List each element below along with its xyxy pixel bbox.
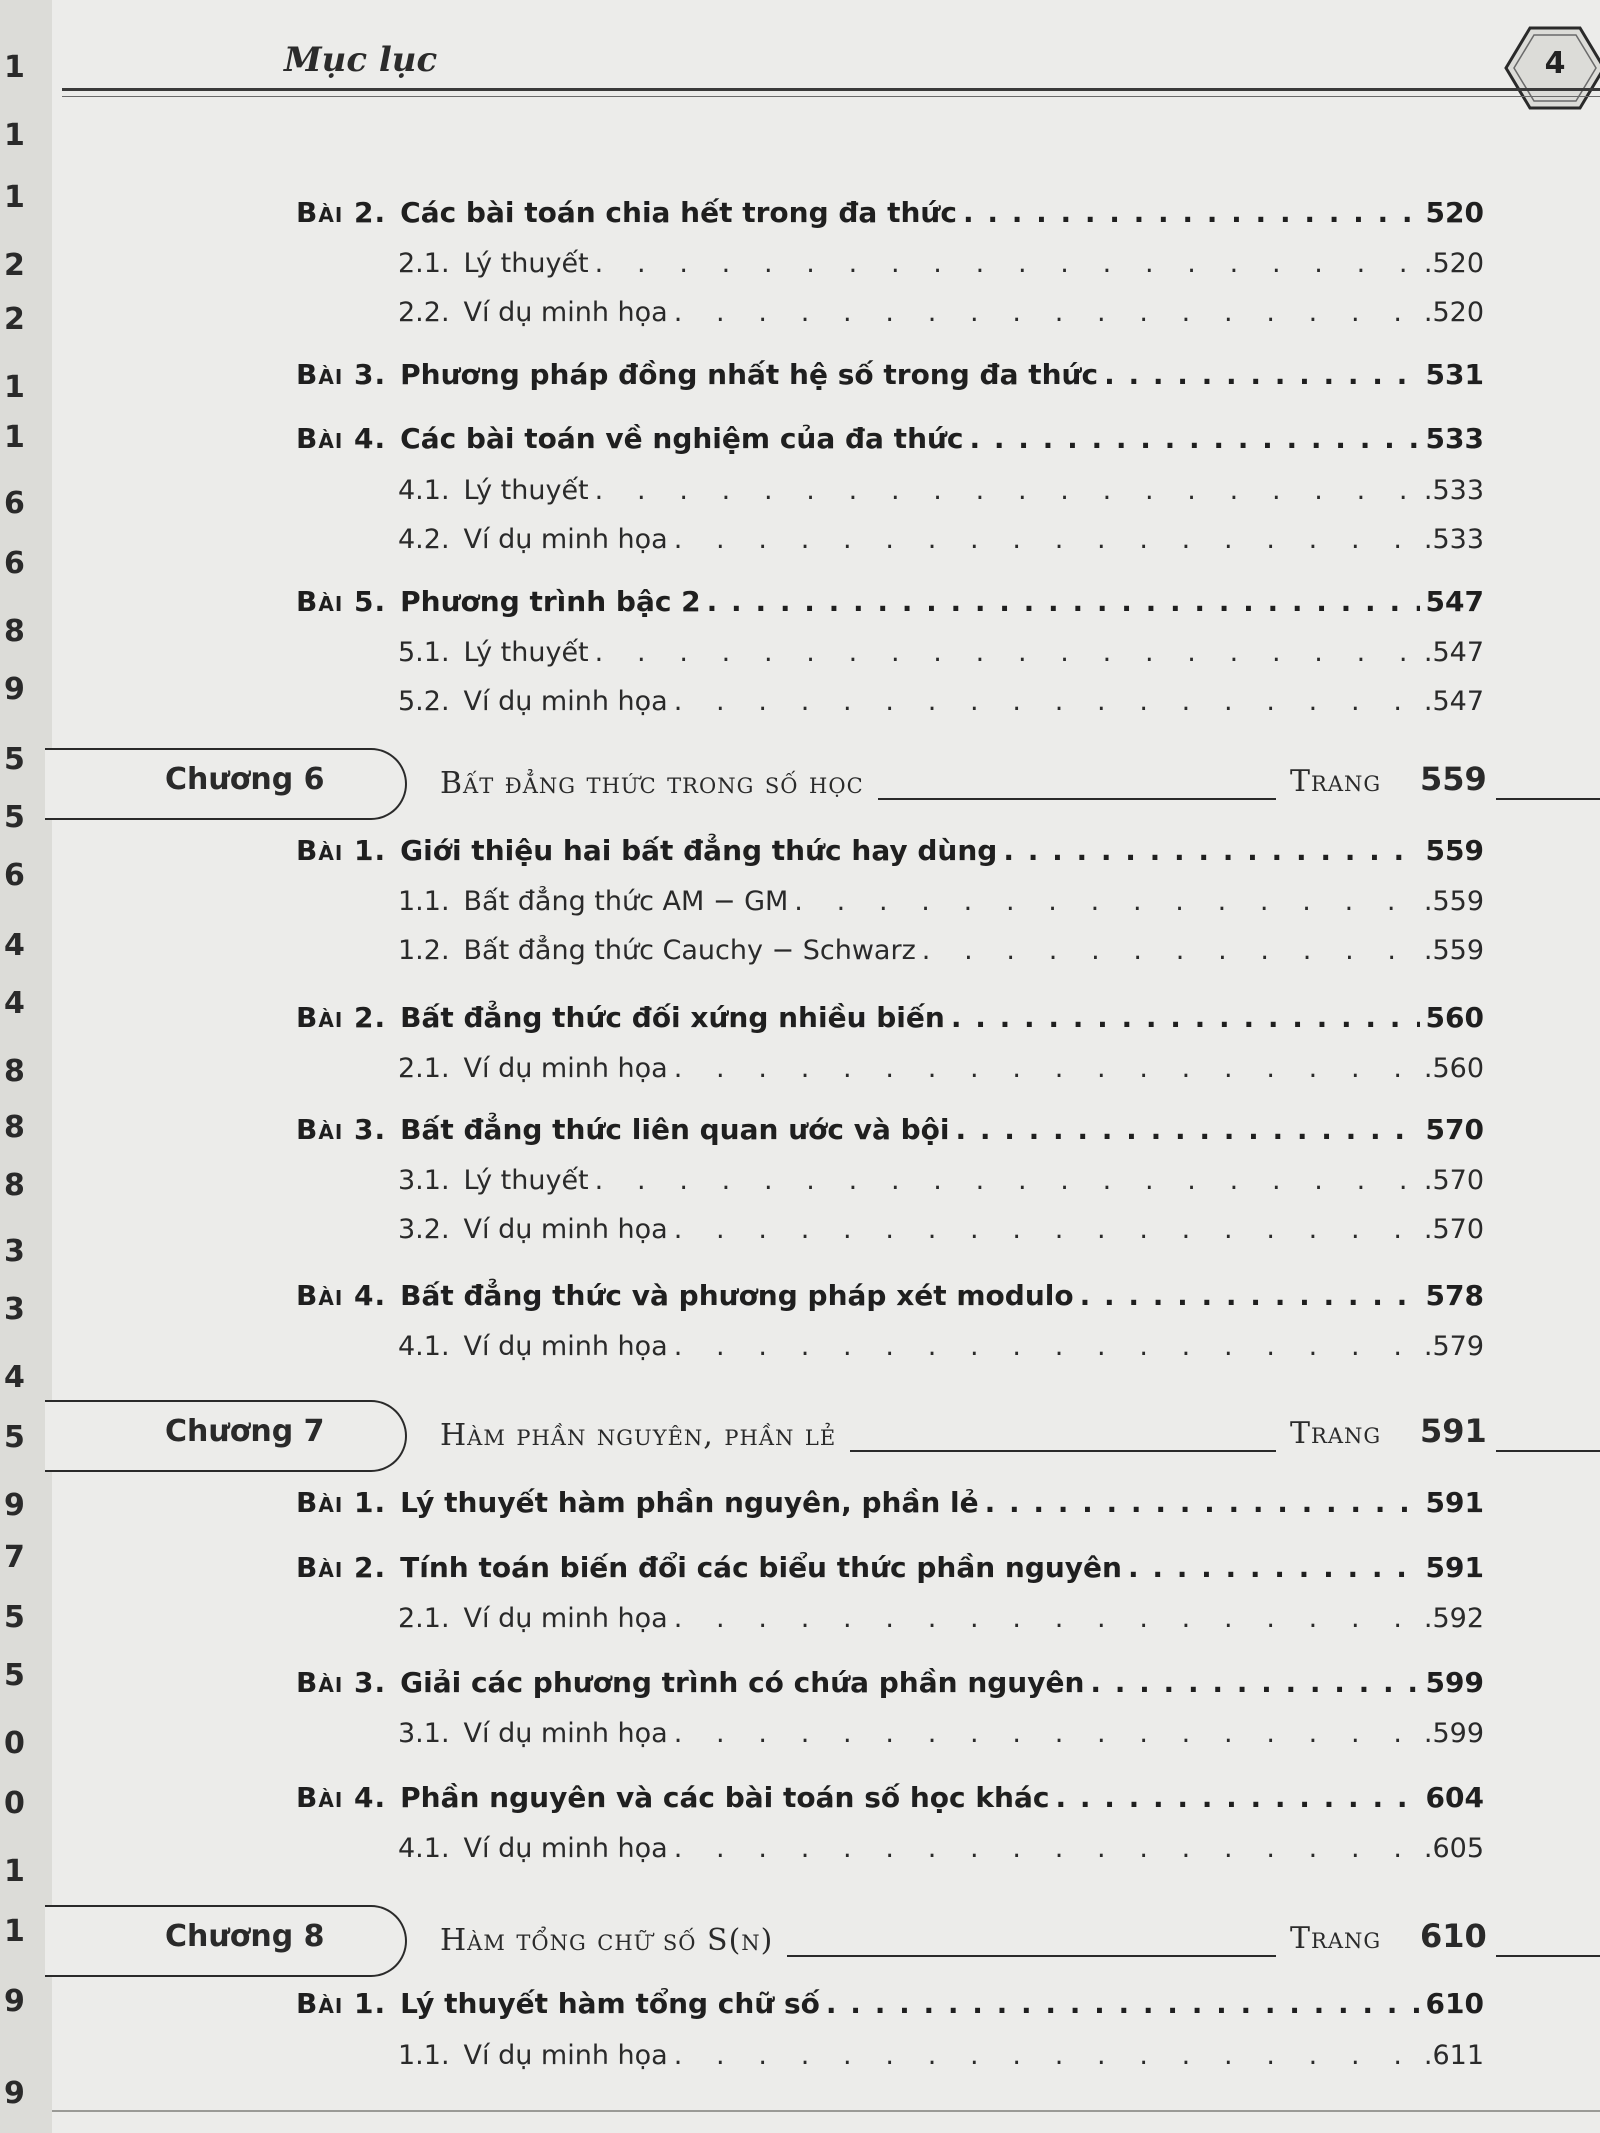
lesson-title-text: Giới thiệu hai bất đẳng thức hay dùng [400, 834, 998, 867]
adjacent-page-glyph: 1 [4, 420, 25, 455]
lesson-number: Bài 2. [296, 1551, 387, 1584]
page-ref: .533 [1423, 475, 1484, 506]
dot-leader [674, 686, 1418, 717]
toc-chapter-entry[interactable] [0, 748, 1600, 818]
subsection-title [398, 935, 916, 966]
page-ref: 610 [1425, 1987, 1484, 2020]
subsection-title [398, 886, 788, 917]
chapter-title: Hàm tổng chữ số S(n) [440, 1923, 774, 1958]
page-ref: 599 [1425, 1666, 1484, 1699]
subsection-title [398, 475, 589, 506]
toc-lesson-entry[interactable] [296, 358, 1484, 391]
adjacent-page-glyph: 0 [4, 1786, 25, 1821]
lesson-title-text: Các bài toán chia hết trong đa thức [400, 196, 957, 229]
toc-lesson-entry[interactable] [296, 1987, 1484, 2020]
adjacent-page-glyph: 4 [4, 1360, 25, 1395]
subsection-title-text: Lý thuyết [463, 248, 589, 279]
dot-leader [595, 637, 1418, 668]
dot-leader [963, 196, 1420, 229]
lesson-number: Bài 3. [296, 1113, 387, 1146]
lesson-title-text: Lý thuyết hàm phần nguyên, phần lẻ [400, 1486, 979, 1519]
page-ref: .520 [1423, 297, 1484, 328]
lesson-title-text: Phần nguyên và các bài toán số học khác [400, 1781, 1050, 1814]
adjacent-page-glyph: 8 [4, 614, 25, 649]
dot-leader [1080, 1279, 1420, 1312]
chapter-page-label: Trang [1290, 764, 1382, 799]
chapter-rule-right [1496, 798, 1600, 800]
dot-leader [955, 1113, 1419, 1146]
chapter-page-ref: 591 [1420, 1412, 1487, 1450]
subsection-number: 3.2. [398, 1214, 450, 1245]
subsection-title-text: Ví dụ minh họa [463, 1718, 668, 1749]
dot-leader [794, 886, 1418, 917]
subsection-number: 5.1. [398, 637, 450, 668]
dot-leader [970, 422, 1420, 455]
page-ref: 531 [1425, 358, 1484, 391]
dot-leader [674, 524, 1418, 555]
toc-lesson-entry[interactable] [296, 422, 1484, 455]
lesson-title-text: Các bài toán về nghiệm của đa thức [400, 422, 964, 455]
lesson-title [296, 1551, 1122, 1584]
page-ref: .560 [1423, 1053, 1484, 1084]
lesson-title [296, 1486, 979, 1519]
subsection-title-text: Ví dụ minh họa [463, 2040, 668, 2071]
lesson-title [296, 585, 701, 618]
subsection-number: 2.1. [398, 248, 450, 279]
chapter-rule [850, 1450, 1276, 1452]
bottom-divider [52, 2110, 1600, 2112]
lesson-title-text: Giải các phương trình có chứa phần nguyên [400, 1666, 1085, 1699]
lesson-title [296, 1113, 949, 1146]
subsection-title [398, 1603, 668, 1634]
lesson-number: Bài 3. [296, 358, 387, 391]
subsection-title-text: Lý thuyết [463, 1165, 589, 1196]
adjacent-page-glyph: 9 [4, 1488, 25, 1523]
lesson-title [296, 834, 997, 867]
subsection-title-text: Ví dụ minh họa [463, 297, 668, 328]
page-ref: .547 [1423, 686, 1484, 717]
toc-subsection-entry[interactable] [398, 475, 1484, 506]
lesson-title [296, 1279, 1074, 1312]
adjacent-page-glyph: 9 [4, 672, 25, 707]
adjacent-page-glyph: 0 [4, 1726, 25, 1761]
subsection-title [398, 1718, 668, 1749]
toc-subsection-entry[interactable] [398, 886, 1484, 917]
subsection-number: 2.1. [398, 1053, 450, 1084]
dot-leader [674, 1603, 1418, 1634]
adjacent-page-glyph: 4 [4, 928, 25, 963]
toc-subsection-entry[interactable] [398, 1053, 1484, 1084]
dot-leader [985, 1486, 1420, 1519]
dot-leader [595, 248, 1418, 279]
page-ref: .570 [1423, 1214, 1484, 1245]
adjacent-page-glyph: 5 [4, 800, 25, 835]
toc-chapter-entry[interactable] [0, 1905, 1600, 1975]
toc-lesson-entry[interactable] [296, 1001, 1484, 1034]
toc-chapter-entry[interactable] [0, 1400, 1600, 1470]
adjacent-page-glyph: 1 [4, 370, 25, 405]
adjacent-page-glyph: 8 [4, 1168, 25, 1203]
toc-subsection-entry[interactable] [398, 686, 1484, 717]
subsection-title-text: Bất đẳng thức Cauchy − Schwarz [463, 935, 916, 966]
subsection-title-text: Ví dụ minh họa [463, 1214, 668, 1245]
toc-subsection-entry[interactable] [398, 248, 1484, 279]
subsection-title-text: Ví dụ minh họa [463, 1833, 668, 1864]
page-ref: .559 [1423, 886, 1484, 917]
page-ref: .605 [1423, 1833, 1484, 1864]
subsection-title [398, 1165, 589, 1196]
chapter-label: Chương 7 [165, 1414, 325, 1449]
page-ref: 591 [1425, 1551, 1484, 1584]
lesson-number: Bài 1. [296, 1987, 387, 2020]
adjacent-page-glyph: 8 [4, 1054, 25, 1089]
page-ref: 533 [1425, 422, 1484, 455]
adjacent-page-glyph: 5 [4, 1600, 25, 1635]
page-ref: .547 [1423, 637, 1484, 668]
adjacent-page-glyph: 4 [4, 986, 25, 1021]
toc-lesson-entry[interactable] [296, 1666, 1484, 1699]
page-ref: 560 [1425, 1001, 1484, 1034]
subsection-title [398, 637, 589, 668]
subsection-title-text: Ví dụ minh họa [463, 1331, 668, 1362]
page-ref: .559 [1423, 935, 1484, 966]
chapter-rule [878, 798, 1276, 800]
lesson-number: Bài 2. [296, 1001, 387, 1034]
adjacent-page-glyph: 6 [4, 486, 25, 521]
lesson-number: Bài 2. [296, 196, 387, 229]
subsection-number: 4.1. [398, 475, 450, 506]
lesson-title [296, 358, 1098, 391]
dot-leader [1104, 358, 1419, 391]
dot-leader [674, 1214, 1418, 1245]
toc-lesson-entry[interactable] [296, 834, 1484, 867]
subsection-title [398, 2040, 668, 2071]
adjacent-page-glyph: 9 [4, 2076, 25, 2111]
dot-leader [674, 1718, 1418, 1749]
page-ref: .579 [1423, 1331, 1484, 1362]
header-title: Mục lục [284, 40, 438, 80]
toc-subsection-entry[interactable] [398, 524, 1484, 555]
subsection-number: 2.2. [398, 297, 450, 328]
lesson-title [296, 1987, 820, 2020]
toc-lesson-entry[interactable] [296, 1113, 1484, 1146]
page-ref: 591 [1425, 1486, 1484, 1519]
chapter-page-ref: 610 [1420, 1917, 1487, 1955]
lesson-title-text: Bất đẳng thức đối xứng nhiều biến [400, 1001, 945, 1034]
lesson-number: Bài 4. [296, 422, 387, 455]
page-ref: 604 [1425, 1781, 1484, 1814]
page-ref: .611 [1423, 2040, 1484, 2071]
adjacent-page-glyph: 1 [4, 50, 25, 85]
page-ref: 578 [1425, 1279, 1484, 1312]
subsection-title [398, 297, 668, 328]
lesson-number: Bài 4. [296, 1279, 387, 1312]
page-ref: .533 [1423, 524, 1484, 555]
adjacent-page-glyph: 6 [4, 858, 25, 893]
subsection-number: 4.1. [398, 1833, 450, 1864]
toc-lesson-entry[interactable] [296, 1551, 1484, 1584]
toc-subsection-entry[interactable] [398, 935, 1484, 966]
dot-leader [674, 2040, 1418, 2071]
lesson-title-text: Tính toán biến đổi các biểu thức phần nguyên [400, 1551, 1122, 1584]
lesson-title [296, 1001, 945, 1034]
chapter-rule [787, 1955, 1276, 1957]
subsection-title [398, 524, 668, 555]
subsection-number: 1.1. [398, 2040, 450, 2071]
toc-subsection-entry[interactable] [398, 1833, 1484, 1864]
subsection-number: 2.1. [398, 1603, 450, 1634]
dot-leader [826, 1987, 1420, 2020]
lesson-number: Bài 1. [296, 1486, 387, 1519]
lesson-title-text: Lý thuyết hàm tổng chữ số [400, 1987, 820, 2020]
adjacent-page-glyph: 5 [4, 1420, 25, 1455]
chapter-page-label: Trang [1290, 1921, 1382, 1956]
dot-leader [1003, 834, 1419, 867]
subsection-title-text: Ví dụ minh họa [463, 1603, 668, 1634]
subsection-title [398, 1053, 668, 1084]
subsection-number: 3.1. [398, 1718, 450, 1749]
dot-leader [674, 297, 1418, 328]
toc-subsection-entry[interactable] [398, 1718, 1484, 1749]
adjacent-page-glyph: 1 [4, 180, 25, 215]
page-number: 4 [1544, 46, 1566, 81]
toc-subsection-entry[interactable] [398, 297, 1484, 328]
page-ref: .520 [1423, 248, 1484, 279]
chapter-rule-right [1496, 1450, 1600, 1452]
chapter-title: Hàm phần nguyên, phần lẻ [440, 1418, 837, 1453]
page-ref: .570 [1423, 1165, 1484, 1196]
dot-leader [922, 935, 1418, 966]
dot-leader [674, 1331, 1418, 1362]
dot-leader [1090, 1666, 1419, 1699]
lesson-title-text: Phương pháp đồng nhất hệ số trong đa thức [400, 358, 1099, 391]
subsection-title-text: Bất đẳng thức AM − GM [463, 886, 789, 917]
lesson-number: Bài 4. [296, 1781, 387, 1814]
subsection-title-text: Ví dụ minh họa [463, 686, 668, 717]
adjacent-page-glyph: 6 [4, 546, 25, 581]
subsection-number: 1.1. [398, 886, 450, 917]
toc-subsection-entry[interactable] [398, 2040, 1484, 2071]
chapter-label: Chương 6 [165, 762, 325, 797]
lesson-title-text: Bất đẳng thức và phương pháp xét modulo [400, 1279, 1074, 1312]
dot-leader [1128, 1551, 1420, 1584]
adjacent-page-glyph: 2 [4, 248, 25, 283]
adjacent-page-glyph: 1 [4, 1854, 25, 1889]
subsection-title [398, 686, 668, 717]
page-ref: 570 [1425, 1113, 1484, 1146]
subsection-number: 4.2. [398, 524, 450, 555]
subsection-title [398, 1214, 668, 1245]
adjacent-page-glyph: 2 [4, 302, 25, 337]
lesson-number: Bài 1. [296, 834, 387, 867]
adjacent-page-glyph: 9 [4, 1984, 25, 2019]
subsection-title-text: Lý thuyết [463, 637, 589, 668]
lesson-title-text: Phương trình bậc 2 [400, 585, 701, 618]
toc-subsection-entry[interactable] [398, 1165, 1484, 1196]
chapter-page-label: Trang [1290, 1416, 1382, 1451]
adjacent-page-glyph: 1 [4, 118, 25, 153]
lesson-title-text: Bất đẳng thức liên quan ước và bội [400, 1113, 950, 1146]
adjacent-page-glyph: 7 [4, 1540, 25, 1575]
dot-leader [595, 475, 1418, 506]
chapter-title: Bất đẳng thức trong số học [440, 766, 864, 801]
toc-lesson-entry[interactable] [296, 585, 1484, 618]
page-ref: .599 [1423, 1718, 1484, 1749]
page-ref: 520 [1425, 196, 1484, 229]
dot-leader [674, 1833, 1418, 1864]
subsection-number: 5.2. [398, 686, 450, 717]
toc-lesson-entry[interactable] [296, 1781, 1484, 1814]
adjacent-page-glyph: 3 [4, 1234, 25, 1269]
adjacent-page-glyph: 1 [4, 1914, 25, 1949]
subsection-title [398, 248, 589, 279]
subsection-title [398, 1833, 668, 1864]
adjacent-page-glyph: 3 [4, 1292, 25, 1327]
lesson-number: Bài 3. [296, 1666, 387, 1699]
dot-leader [674, 1053, 1418, 1084]
subsection-title [398, 1331, 668, 1362]
dot-leader [951, 1001, 1420, 1034]
page-ref: 559 [1425, 834, 1484, 867]
toc-subsection-entry[interactable] [398, 637, 1484, 668]
subsection-number: 4.1. [398, 1331, 450, 1362]
subsection-number: 3.1. [398, 1165, 450, 1196]
toc-lesson-entry[interactable] [296, 1486, 1484, 1519]
lesson-title [296, 196, 957, 229]
page-ref: .592 [1423, 1603, 1484, 1634]
toc-lesson-entry[interactable] [296, 196, 1484, 229]
chapter-page-ref: 559 [1420, 760, 1487, 798]
adjacent-page-glyph: 8 [4, 1110, 25, 1145]
chapter-rule-right [1496, 1955, 1600, 1957]
chapter-label: Chương 8 [165, 1919, 325, 1954]
adjacent-page-glyph: 5 [4, 742, 25, 777]
dot-leader [1055, 1781, 1419, 1814]
toc-subsection-entry[interactable] [398, 1214, 1484, 1245]
subsection-title-text: Lý thuyết [463, 475, 589, 506]
page-ref: 547 [1425, 585, 1484, 618]
subsection-number: 1.2. [398, 935, 450, 966]
toc-subsection-entry[interactable] [398, 1331, 1484, 1362]
dot-leader [707, 585, 1420, 618]
lesson-number: Bài 5. [296, 585, 387, 618]
lesson-title [296, 1666, 1084, 1699]
adjacent-page-glyph: 5 [4, 1658, 25, 1693]
lesson-title [296, 422, 964, 455]
dot-leader [595, 1165, 1418, 1196]
toc-subsection-entry[interactable] [398, 1603, 1484, 1634]
lesson-title [296, 1781, 1049, 1814]
toc-lesson-entry[interactable] [296, 1279, 1484, 1312]
subsection-title-text: Ví dụ minh họa [463, 1053, 668, 1084]
subsection-title-text: Ví dụ minh họa [463, 524, 668, 555]
